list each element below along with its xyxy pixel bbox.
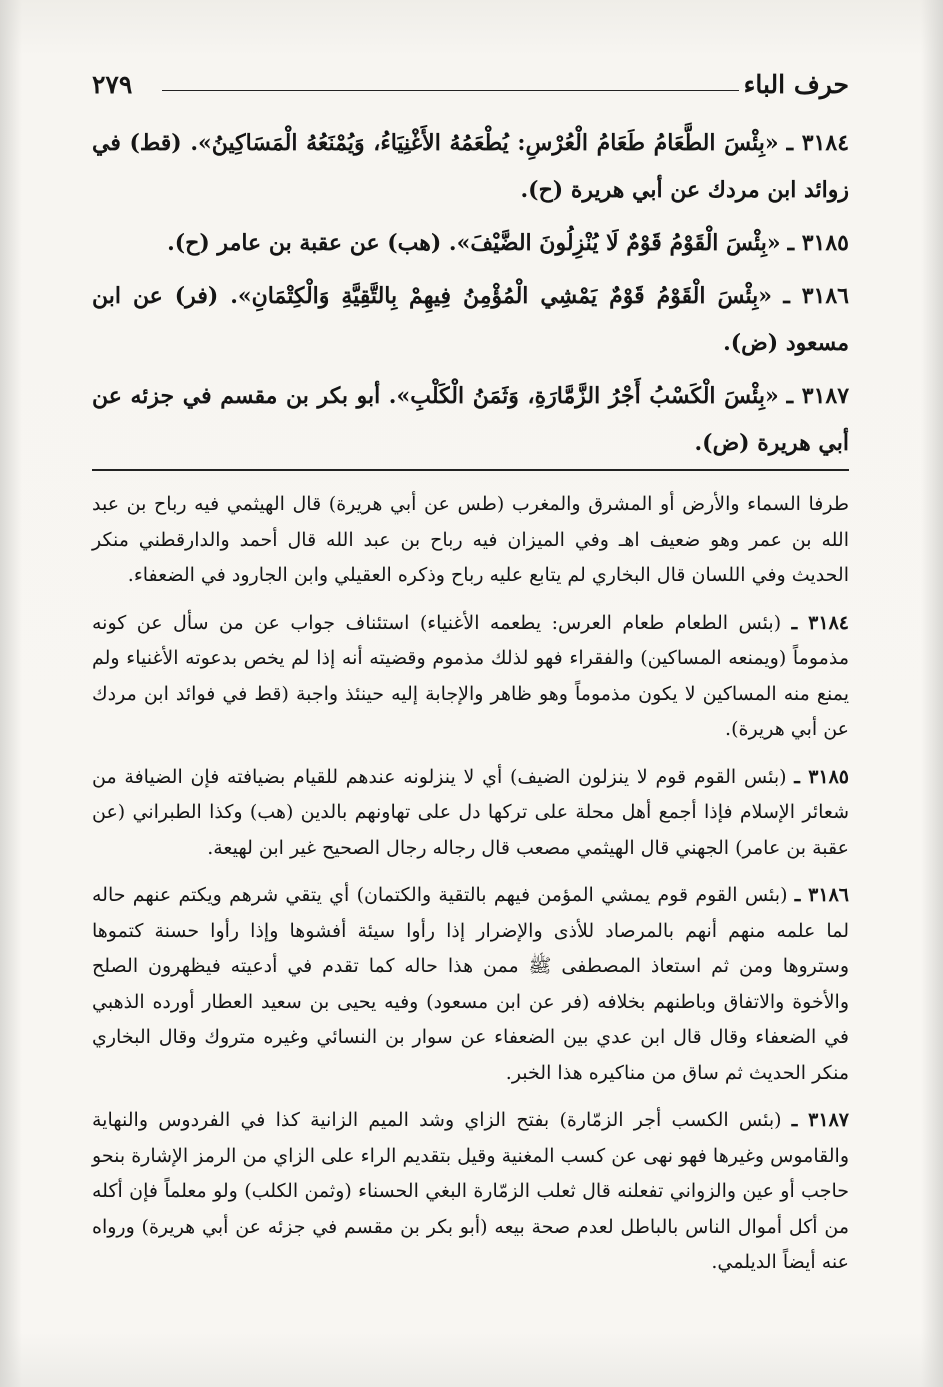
hadith-text: «بِئْسَ الْقَوْمُ قَوْمٌ لَا يُنْزِلُونَ الضَّيْفَ». (هب) عن عقبة بن عامر (ح). [167, 230, 781, 256]
hadith-number: ٣١٨٧ ـ [786, 383, 850, 409]
commentary-number: ٣١٨٤ ـ [791, 611, 849, 634]
commentary-text: (بئس القوم قوم لا ينزلون الضيف) أي لا ينزلونه عندهم للقيام بضيافته فإن الضيافة من شعائر الإسلام فإذا أجمع أهل محلة على تركها دل على تهاونهم بالدين (هب) وكذا الطبراني (عن عقبة بن عامر) الجهني قال الهيثمي مصعب قال رجاله رجال الصحيح غير ابن لهيعة. [92, 765, 849, 859]
scan-edge-right [921, 0, 943, 1387]
page-header [92, 68, 849, 108]
hadith-entry [92, 120, 849, 214]
commentary-number: ٣١٨٦ ـ [794, 884, 849, 906]
running-title: حرف الباء [743, 70, 849, 99]
header-rule [162, 90, 739, 91]
commentary-number: ٣١٨٥ ـ [794, 765, 850, 788]
footnote-separator [92, 469, 849, 471]
commentary-paragraph [92, 760, 849, 867]
hadith-number: ٣١٨٤ ـ [786, 130, 850, 156]
commentary-text: (بئس القوم قوم يمشي المؤمن فيهم بالتقية والكتمان) أي يتقي شرهم ويكتم عنهم حاله لما علمه منهم أنهم بالمرصاد للأذى والإضرار إذا رأوا سيئة أفشوها وإذا رأوا حسنة كتموها وستروها ومن ثم استعاذ المصطفى ﷺ ممن هذا حاله كما تقدم في أدعيته فيظهرون الصلح والأخوة والاتفاق وباطنهم بخلافه (فر عن ابن مسعود) وفيه يحيى بن سعيد العطار أورده الذهبي في الضعفاء وقال قال ابن عدي بين الضعفاء عن سوار بن النسائي وغيره متروك وقال البخاري منكر الحديث ثم ساق من مناكيره هذا الخبر. [92, 884, 849, 1084]
commentary-paragraph [92, 878, 849, 1091]
hadith-text: «بِئْسَ الطَّعَامُ طَعَامُ الْعُرْسِ: يُطْعَمُهُ الأَغْنِيَاءُ، وَيُمْنَعُهُ الْمَسَاكِينُ». (قط) في زوائد ابن مردك عن أبي هريرة (ح). [92, 130, 849, 203]
commentary-paragraph [92, 1103, 849, 1281]
hadith-number: ٣١٨٥ ـ [787, 230, 849, 256]
hadith-text: «بِئْسَ الْكَسْبُ أَجْرُ الزَّمَّارَةِ، وَثَمَنُ الْكَلْبِ». أبو بكر بن مقسم في جزئه عن أبي هريرة (ض). [92, 383, 849, 456]
hadith-text-block [92, 120, 849, 473]
commentary-block [92, 487, 849, 1293]
commentary-number: ٣١٨٧ ـ [791, 1109, 849, 1131]
commentary-paragraph [92, 606, 849, 748]
commentary-text: (بئس الطعام طعام العرس: يطعمه الأغنياء) استئناف جواب عن من سأل عن كونه مذموماً (ويمنعه المساكين) والفقراء فهو لذلك مذموم وقضيته أنه إذا لم يخص بدعوته الأغنياء ولم يمنع منه المساكين لا يكون مذموماً وهو ظاهر والإجابة إليه حينئذ واجبة (قط في فوائد ابن مردك عن أبي هريرة). [92, 611, 849, 740]
scan-edge-left [0, 0, 22, 1387]
hadith-entry [92, 373, 849, 467]
commentary-text: طرفا السماء والأرض أو المشرق والمغرب (طس عن أبي هريرة) قال الهيثمي فيه رباح بن عبد الله بن عمر وهو ضعيف اهـ وفي الميزان فيه رباح بن عبد الله قال أحمد والدارقطني منكر الحديث وفي اللسان قال البخاري لم يتابع عليه رباح وذكره العقيلي وابن الجارود في الضعفاء. [92, 493, 849, 586]
page-number: ٢٧٩ [92, 70, 133, 99]
hadith-text: «بِئْسَ الْقَوْمُ قَوْمٌ يَمْشِي الْمُؤْمِنُ فِيهِمْ بِالتَّقِيَّةِ وَالْكِتْمَانِ». (فر) عن ابن مسعود (ض). [92, 283, 849, 356]
hadith-entry [92, 273, 849, 367]
hadith-entry [92, 220, 849, 267]
commentary-text: (بئس الكسب أجر الزمّارة) بفتح الزاي وشد الميم الزانية كذا في الفردوس والنهاية والقاموس وغيرها فهو نهى عن كسب المغنية وقيل بتقديم الراء على الزاي من الرمز الإشارة بنحو حاجب أو عين والزواني تفعلنه قال ثعلب الزمّارة البغي الحسناء (وثمن الكلب) ولو معلماً فإن أكله من أكل أموال الناس بالباطل لعدم صحة بيعه (أبو بكر بن مقسم في جزئه عن أبي هريرة) ورواه عنه أيضاً الديلمي. [92, 1109, 849, 1273]
commentary-paragraph [92, 487, 849, 594]
hadith-number: ٣١٨٦ ـ [783, 283, 849, 309]
